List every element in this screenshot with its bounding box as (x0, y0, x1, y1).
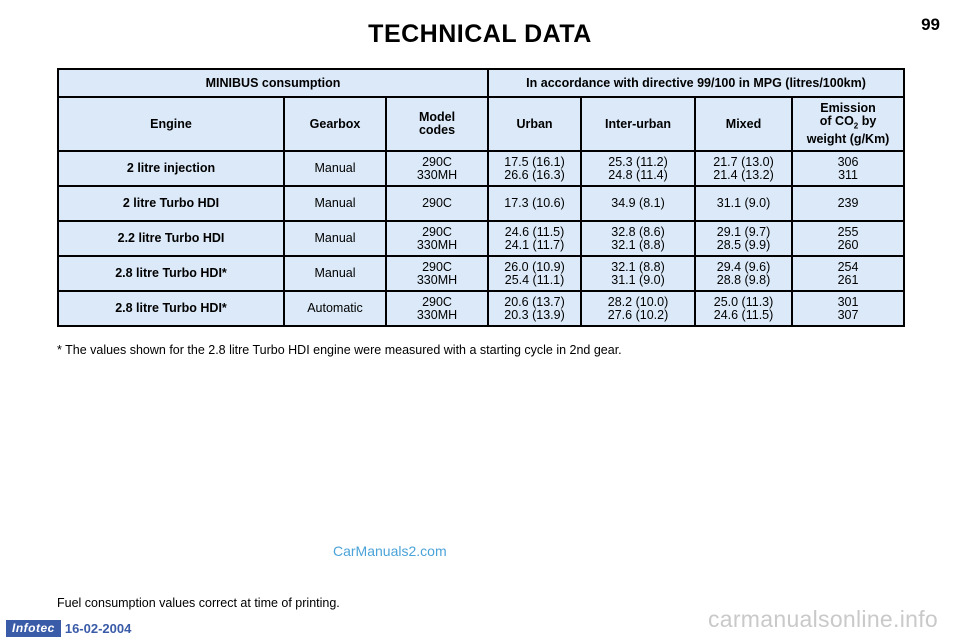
table-title-right: In accordance with directive 99/100 in MPG (litres/100km) (488, 69, 904, 97)
site-watermark: carmanualsonline.info (707, 606, 938, 632)
cell-emission: 239 (792, 186, 904, 221)
cell-mixed (695, 151, 792, 186)
cell-line: 330MH (416, 237, 458, 252)
header-emission-line4: weight (g/Km) (806, 131, 890, 146)
cell-urban (488, 221, 581, 256)
header-mixed: Mixed (695, 97, 792, 151)
cell-engine: 2 litre Turbo HDI (58, 186, 284, 221)
table-row (58, 291, 904, 326)
cell-line: 260 (837, 237, 859, 252)
page-title: TECHNICAL DATA (368, 20, 592, 48)
cell-line: 32.8 (8.6) (611, 224, 665, 239)
cell-codes (386, 256, 488, 291)
cell-codes: 290C (386, 186, 488, 221)
fuel-note: Fuel consumption values correct at time of printing. (57, 596, 340, 610)
cell-engine: 2.8 litre Turbo HDI* (58, 291, 284, 326)
cell-inter-urban (581, 151, 695, 186)
header-emission-line3: by (858, 114, 877, 129)
cell-line: 27.6 (10.2) (607, 307, 669, 322)
cell-line: 26.6 (16.3) (504, 167, 565, 182)
cell-inter-urban (581, 291, 695, 326)
cell-codes (386, 221, 488, 256)
header-emission-line2: of CO (819, 114, 854, 129)
page-number: 99 (921, 15, 940, 34)
cell-line: 330MH (416, 272, 458, 287)
cell-line: 330MH (416, 307, 458, 322)
watermark-link[interactable]: CarManuals2.com (333, 543, 447, 559)
cell-mixed: 31.1 (9.0) (695, 186, 792, 221)
cell-line: 28.2 (10.0) (607, 294, 669, 309)
cell-line: 20.6 (13.7) (504, 294, 565, 309)
cell-line: 17.5 (16.1) (504, 154, 565, 169)
table-row (58, 151, 904, 186)
cell-urban (488, 291, 581, 326)
cell-line: 29.1 (9.7) (716, 224, 771, 239)
consumption-table (57, 68, 905, 327)
table-row (58, 186, 904, 221)
cell-mixed (695, 291, 792, 326)
table-row (58, 221, 904, 256)
cell-line: 254 (837, 259, 859, 274)
cell-line: 311 (838, 167, 858, 182)
cell-line: 25.4 (11.1) (504, 272, 565, 287)
cell-line: 31.1 (9.0) (611, 272, 665, 287)
cell-line: 290C (422, 294, 452, 309)
header-emission-sub: 2 (853, 121, 859, 131)
cell-line: 255 (837, 224, 859, 239)
header-engine: Engine (58, 97, 284, 151)
table-header-row (58, 97, 904, 151)
cell-engine: 2 litre injection (58, 151, 284, 186)
cell-line: 24.1 (11.7) (504, 237, 565, 252)
cell-codes (386, 291, 488, 326)
header-urban: Urban (488, 97, 581, 151)
cell-emission (792, 256, 904, 291)
cell-emission (792, 291, 904, 326)
cell-gearbox: Manual (284, 151, 386, 186)
cell-line: 330MH (416, 167, 458, 182)
cell-line: 24.6 (11.5) (504, 224, 565, 239)
cell-gearbox: Manual (284, 221, 386, 256)
cell-line: 307 (837, 307, 859, 322)
cell-line: 25.3 (11.2) (608, 154, 668, 169)
cell-line: 261 (837, 272, 859, 287)
header-model-codes (386, 97, 488, 151)
cell-line: 28.8 (9.8) (716, 272, 771, 287)
header-inter-urban: Inter-urban (581, 97, 695, 151)
cell-emission (792, 151, 904, 186)
header-model-codes-line1: Model (418, 110, 456, 124)
footnote: * The values shown for the 2.8 litre Turbo HDI engine were measured with a starting cycle in 2nd gear. (57, 343, 622, 357)
cell-engine: 2.2 litre Turbo HDI (58, 221, 284, 256)
cell-gearbox: Manual (284, 256, 386, 291)
cell-inter-urban (581, 256, 695, 291)
cell-line: 290C (422, 259, 452, 274)
cell-line: 26.0 (10.9) (504, 259, 565, 274)
cell-line: 20.3 (13.9) (504, 307, 565, 322)
cell-urban (488, 151, 581, 186)
infotec-logo: Infotec (6, 620, 61, 637)
cell-line: 290C (422, 154, 452, 169)
cell-urban: 17.3 (10.6) (488, 186, 581, 221)
cell-mixed (695, 221, 792, 256)
cell-emission (792, 221, 904, 256)
cell-gearbox: Manual (284, 186, 386, 221)
cell-mixed (695, 256, 792, 291)
cell-urban (488, 256, 581, 291)
table-row (58, 256, 904, 291)
cell-inter-urban (581, 221, 695, 256)
cell-line: 290C (422, 224, 452, 239)
cell-line: 24.6 (11.5) (713, 307, 774, 322)
cell-line: 306 (837, 154, 859, 169)
table-title-left: MINIBUS consumption (58, 69, 488, 97)
header-model-codes-line2: codes (418, 123, 456, 137)
cell-line: 28.5 (9.9) (716, 237, 771, 252)
header-emission-line1: Emission (820, 101, 876, 116)
header-emission (792, 97, 904, 151)
cell-inter-urban: 34.9 (8.1) (581, 186, 695, 221)
cell-line: 24.8 (11.4) (608, 167, 668, 182)
footer (0, 619, 131, 637)
cell-line: 25.0 (11.3) (713, 294, 774, 309)
cell-line: 21.4 (13.2) (713, 167, 774, 182)
cell-line: 32.1 (8.8) (611, 259, 665, 274)
print-date: 16-02-2004 (64, 620, 132, 636)
cell-line: 21.7 (13.0) (713, 154, 774, 169)
header-gearbox: Gearbox (284, 97, 386, 151)
table-title-row (58, 69, 904, 97)
cell-engine: 2.8 litre Turbo HDI* (58, 256, 284, 291)
cell-gearbox: Automatic (284, 291, 386, 326)
cell-codes (386, 151, 488, 186)
cell-line: 32.1 (8.8) (611, 237, 665, 252)
cell-line: 301 (837, 294, 859, 309)
cell-line: 29.4 (9.6) (716, 259, 771, 274)
